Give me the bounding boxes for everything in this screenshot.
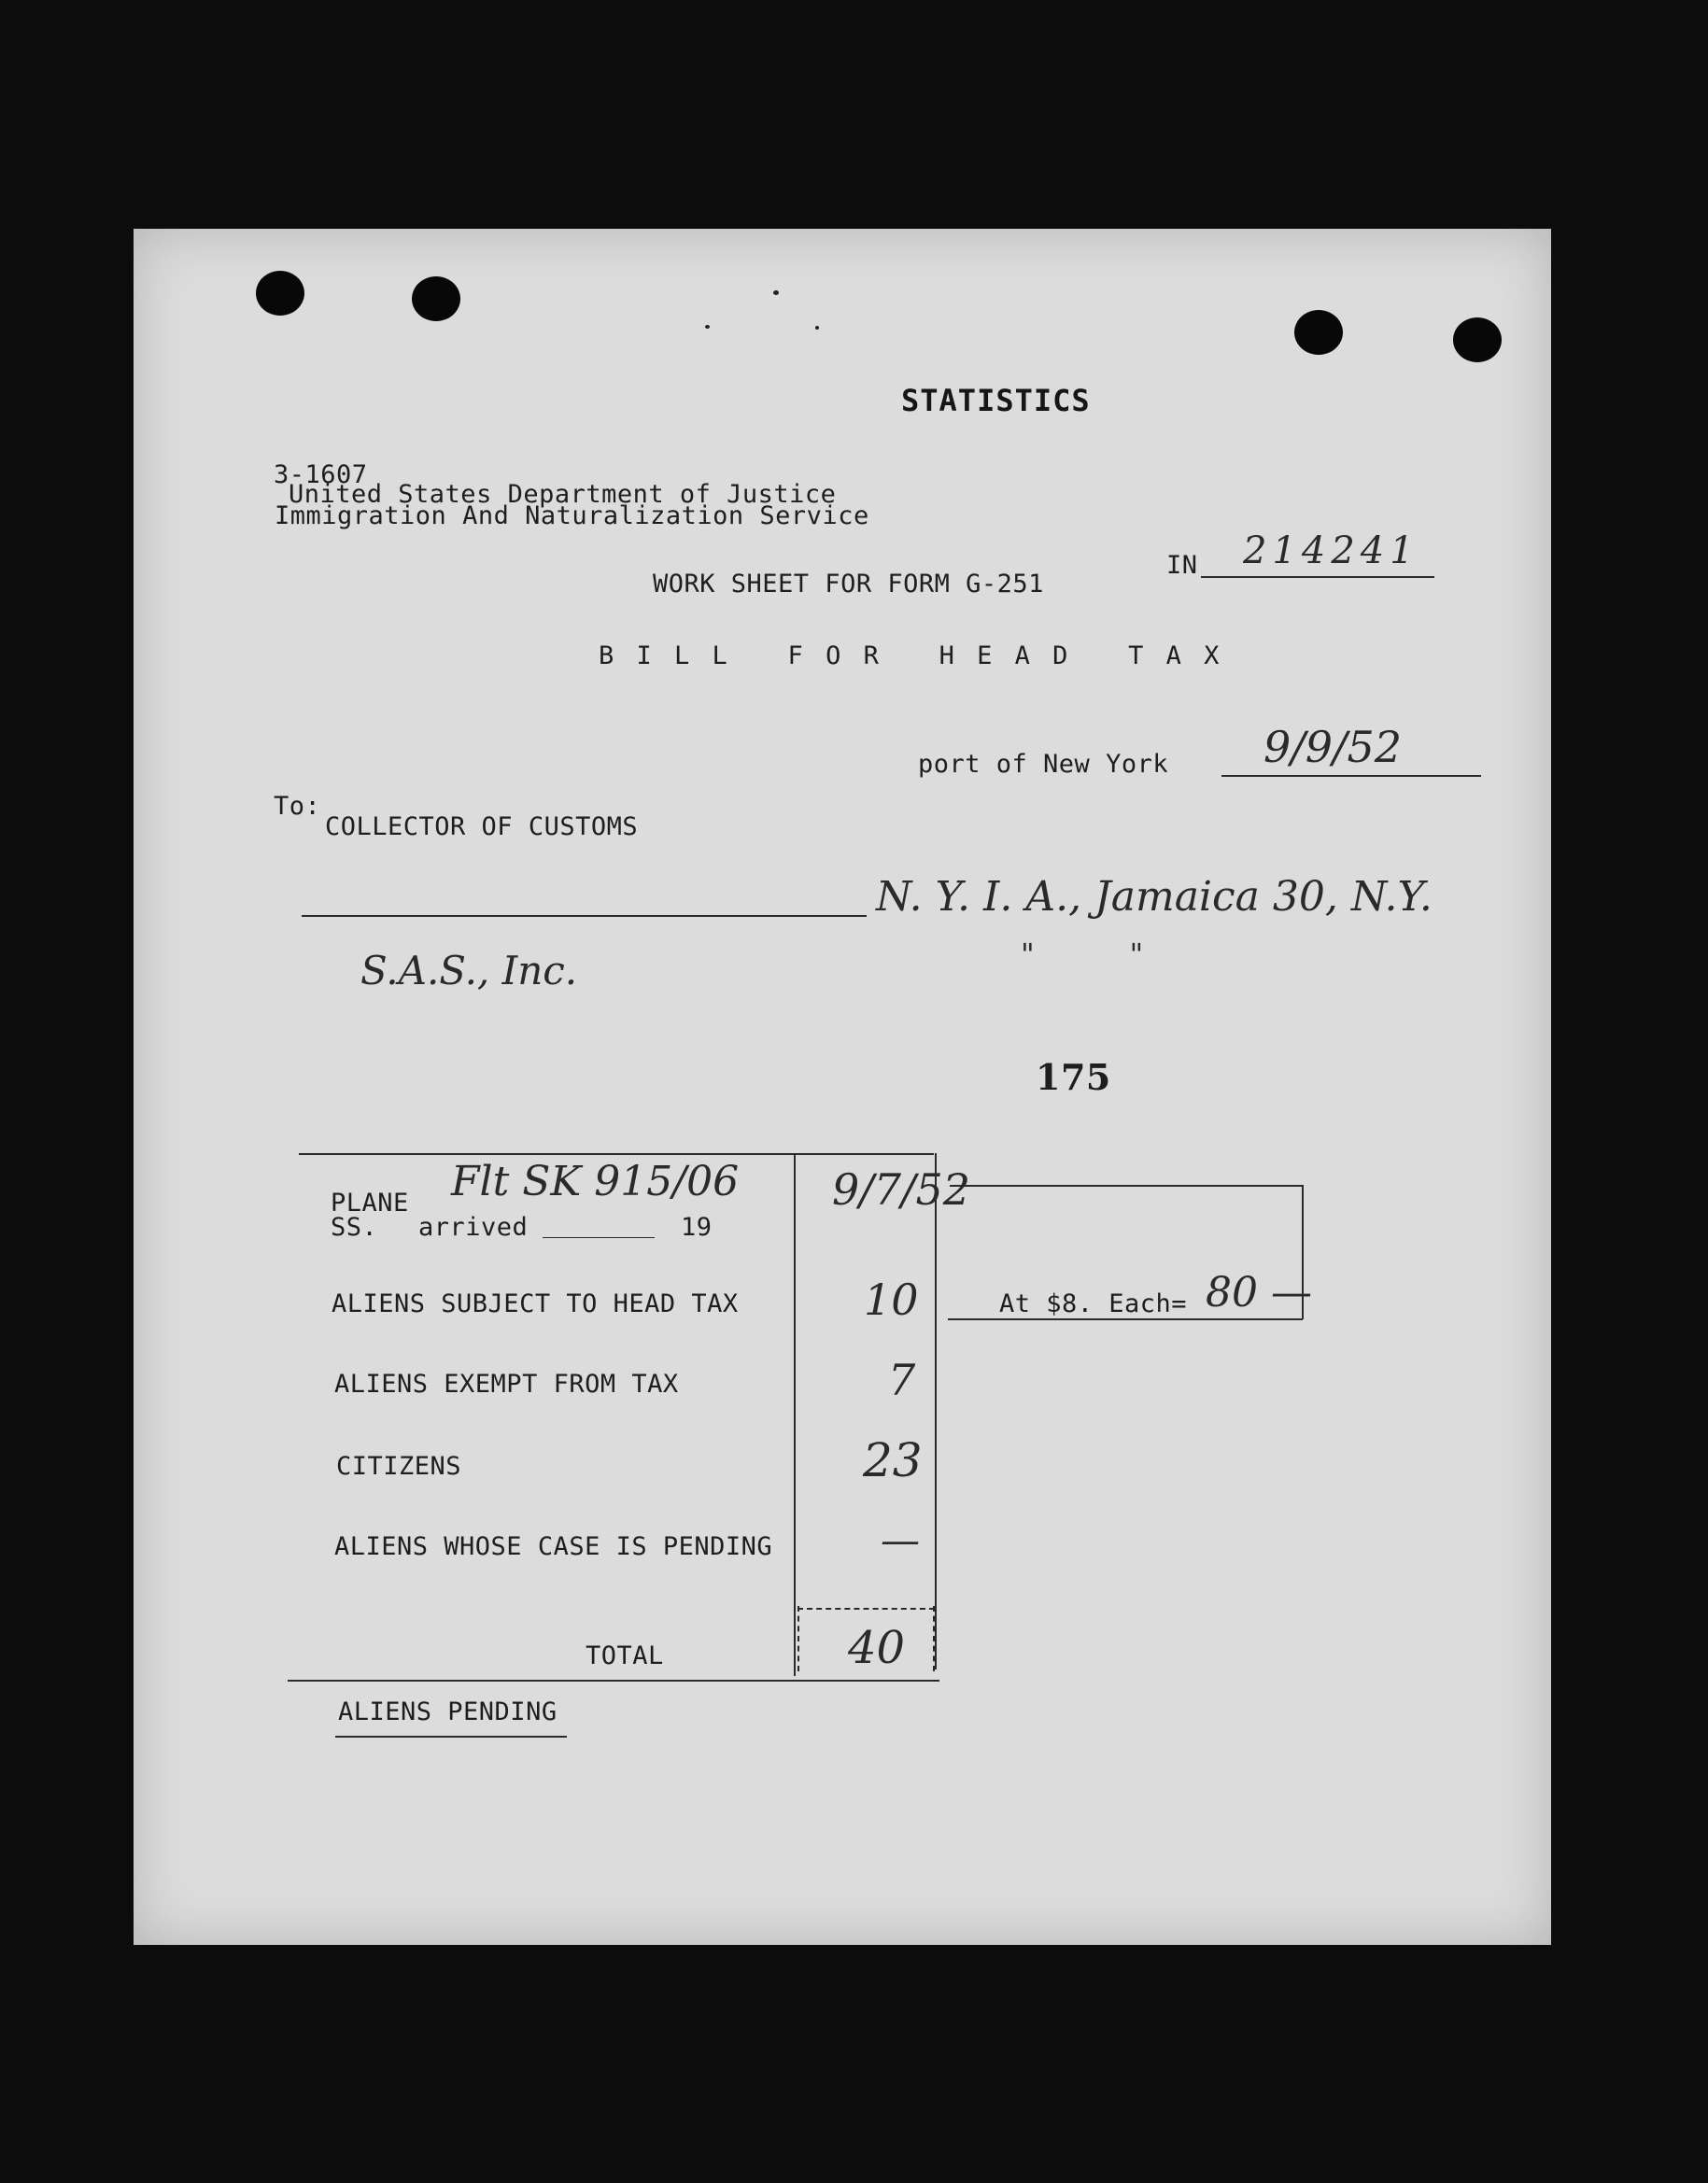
address-line <box>302 915 867 917</box>
rate-box-bottom <box>948 1318 1303 1320</box>
aliens-pending-underline <box>335 1736 567 1738</box>
table-bottom-border <box>288 1680 939 1682</box>
row-label-pending: ALIENS WHOSE CASE IS PENDING <box>334 1532 773 1561</box>
arrival-date: 9/7/52 <box>832 1164 971 1215</box>
ink-speck <box>705 325 710 329</box>
sheet-number: 175 <box>1036 1056 1111 1098</box>
table-top-border <box>299 1153 934 1155</box>
in-number: 214241 <box>1243 529 1419 572</box>
arrived-label: arrived <box>418 1213 529 1242</box>
rate-label: At $8. Each= <box>999 1289 1188 1318</box>
collector-of-customs: COLLECTOR OF CUSTOMS <box>325 812 639 841</box>
handwritten-address: N. Y. I. A., Jamaica 30, N.Y. <box>876 873 1433 921</box>
row-label-citizens: CITIZENS <box>336 1452 462 1481</box>
table-divider-left <box>794 1153 796 1676</box>
port-date: 9/9/52 <box>1263 722 1403 772</box>
form-number: 3-1607 <box>274 460 368 489</box>
row-value-citizens: 23 <box>863 1433 923 1487</box>
ss-label: SS. <box>331 1213 378 1242</box>
punch-hole-1 <box>256 271 304 316</box>
ink-speck <box>815 326 819 330</box>
row-value-exempt: 7 <box>888 1355 916 1405</box>
department-name: United States Department of Justice <box>289 480 837 509</box>
port-label: port of New York <box>918 750 1169 779</box>
to-label: To: <box>274 792 321 821</box>
ditto-marks: " " <box>1021 937 1144 972</box>
rate-amount: 80 — <box>1206 1269 1312 1317</box>
in-label: IN <box>1166 551 1198 580</box>
service-name: Immigration And Naturalization Service <box>275 501 869 530</box>
ink-speck <box>773 290 779 295</box>
statistics-stamp: STATISTICS <box>901 383 1091 418</box>
total-separator <box>798 1608 935 1611</box>
table-dashed-right <box>933 1606 935 1671</box>
flight-number: Flt SK 915/06 <box>451 1158 740 1205</box>
table-dashed-left <box>798 1606 799 1671</box>
row-label-subject: ALIENS SUBJECT TO HEAD TAX <box>332 1289 739 1318</box>
total-label: TOTAL <box>586 1641 664 1670</box>
punch-hole-4 <box>1453 317 1502 362</box>
row-value-subject: 10 <box>864 1275 919 1325</box>
aliens-pending-footer: ALIENS PENDING <box>338 1697 558 1726</box>
form-sheet <box>134 229 1551 1945</box>
worksheet-title: WORK SHEET FOR FORM G-251 <box>653 570 1044 599</box>
punch-hole-3 <box>1294 310 1343 355</box>
punch-hole-2 <box>412 276 460 321</box>
row-label-exempt: ALIENS EXEMPT FROM TAX <box>334 1370 679 1399</box>
total-value: 40 <box>848 1622 906 1674</box>
handwritten-company: S.A.S., Inc. <box>360 948 578 993</box>
year-prefix: 19 <box>681 1213 713 1242</box>
rate-box-top <box>950 1185 1303 1187</box>
bill-title: B I L L F O R H E A D T A X <box>599 641 1223 670</box>
arrived-line <box>543 1237 655 1238</box>
table-divider-right <box>935 1153 937 1669</box>
plane-label: PLANE <box>331 1189 409 1218</box>
port-date-line <box>1221 775 1481 777</box>
row-value-pending: — <box>881 1517 920 1563</box>
in-number-line <box>1201 576 1434 578</box>
